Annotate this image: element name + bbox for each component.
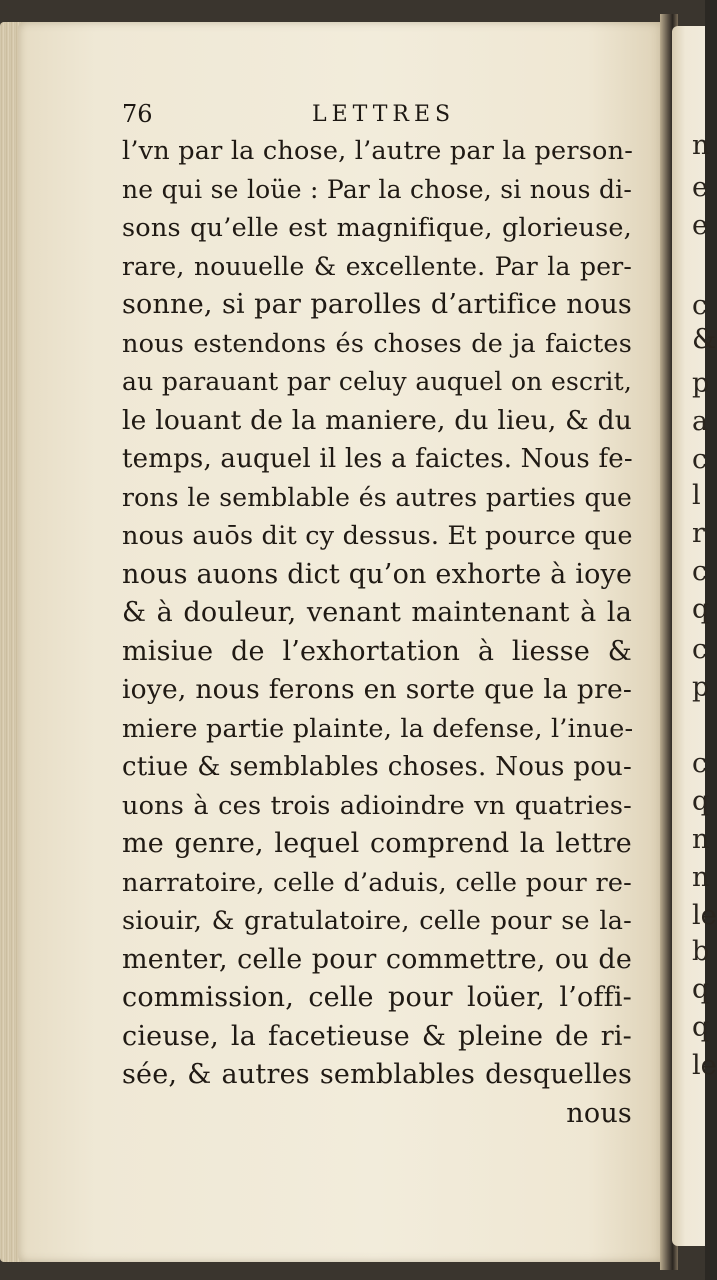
text-line: le louant de la maniere, du lieu, & du	[122, 404, 632, 436]
text-line: sée, & autres semblables desquelles	[122, 1059, 632, 1090]
facing-fragment: c	[692, 444, 708, 475]
facing-fragment: l	[692, 480, 701, 511]
facing-fragment: q	[692, 1012, 710, 1043]
facing-fragment: c	[692, 556, 708, 587]
text-line: nous auons dict qu’on exhorte à ioye	[122, 558, 633, 590]
facing-fragment: n	[692, 862, 710, 893]
catchword: nous	[566, 1097, 632, 1129]
facing-fragment: c	[692, 290, 708, 321]
text-line: ctiue & semblables choses. Nous pou-	[122, 752, 632, 782]
facing-fragment: n	[692, 130, 710, 161]
page-number: 76	[122, 100, 153, 128]
facing-fragment: n	[692, 824, 710, 855]
facing-fragment: a	[692, 406, 709, 437]
facing-fragment: q	[692, 594, 710, 625]
text-line: rare, nouuelle & excellente. Par la per-	[122, 251, 632, 281]
text-line: rons le semblable és autres parties que	[122, 482, 632, 512]
facing-fragment: &	[692, 324, 717, 355]
text-line: au parauant par celuy auquel on escrit,	[122, 367, 632, 396]
facing-page-edge	[672, 26, 717, 1246]
text-line: l’vn par la chose, l’autre par la person-	[122, 136, 634, 166]
text-line: & à douleur, venant maintenant à la	[122, 597, 632, 628]
facing-fragment: r	[692, 518, 705, 549]
facing-fragment: q	[692, 786, 710, 817]
text-line: temps, auquel il les a faictes. Nous fe-	[122, 444, 633, 474]
text-line: narratoire, celle d’aduis, celle pour re-	[122, 867, 632, 898]
text-line: misiue de l’exhortation à liesse &	[122, 635, 632, 667]
facing-fragment: c	[692, 634, 708, 665]
facing-fragment: c	[692, 748, 708, 779]
text-line: ioye, nous ferons en sorte que la pre-	[122, 674, 632, 705]
running-head	[122, 100, 642, 134]
text-line: miere partie plainte, la defense, l’inue-	[122, 713, 634, 744]
text-line: uons à ces trois adioindre vn quatries-	[122, 790, 632, 821]
facing-fragment: q	[692, 974, 710, 1005]
facing-fragment: le	[692, 1050, 717, 1081]
text-line: sonne, si par parolles d’artifice nous	[122, 289, 632, 320]
text-line: ne qui se loüe : Par la chose, si nous di-	[122, 174, 632, 204]
facing-fragment: p	[692, 368, 710, 399]
text-line: commission, celle pour loüer, l’offi-	[122, 982, 632, 1013]
body-text	[122, 132, 632, 1133]
text-line: me genre, lequel comprend la lettre	[122, 828, 632, 859]
facing-fragment: le	[692, 900, 717, 931]
facing-fragment: b	[692, 936, 710, 967]
text-line: nous auōs dit cy dessus. Et pource que	[122, 521, 633, 551]
text-line: menter, celle pour commettre, ou de	[122, 943, 632, 975]
text-line: cieuse, la facetieuse & pleine de ri-	[122, 1020, 632, 1052]
facing-fragment: p	[692, 672, 710, 703]
text-line: siouir, & gratulatoire, celle pour se la-	[122, 906, 632, 936]
text-line: sons qu’elle est magnifique, glorieuse,	[122, 213, 632, 243]
running-title: LETTRES	[312, 102, 456, 127]
text-line: nous estendons és choses de ja faictes	[122, 328, 632, 359]
facing-fragment: e	[692, 210, 708, 241]
facing-fragment: e	[692, 172, 708, 203]
